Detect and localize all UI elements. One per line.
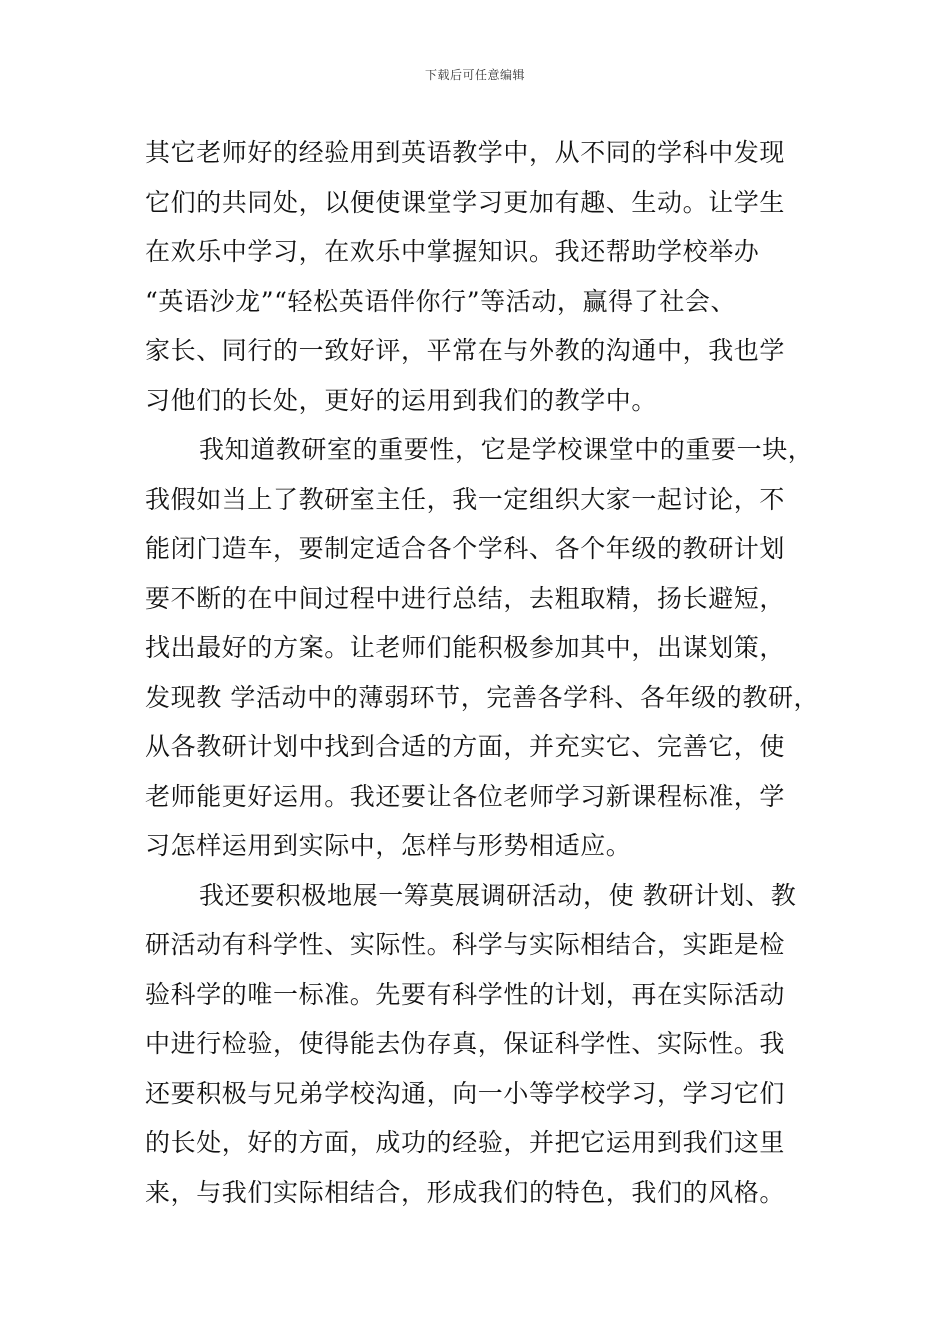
paragraph-2 — [145, 425, 825, 871]
text-line: 找出最好的方案。让老师们能积极参加其中，出谋划策， — [145, 633, 786, 662]
text-line: 发现教 学活动中的薄弱环节，完善各学科、各年级的教研， — [145, 682, 820, 712]
text-line: 我知道教研室的重要性，它是学校课堂中的重要一块， — [199, 435, 814, 464]
text-line: 从各教研计划中找到合适的方面，并充实它、完善它，使 — [145, 732, 786, 761]
text-line: 中进行检验，使得能去伪存真，保证科学性、实际性。我 — [145, 1029, 786, 1058]
text-line: 老师能更好运用。我还要让各位老师学习新课程标准，学 — [145, 781, 786, 811]
text-line: “英语沙龙”“轻松英语伴你行”等活动，赢得了社会、 — [145, 286, 737, 316]
paragraph-3 — [145, 871, 825, 1218]
text-line: 来，与我们实际相结合，形成我们的特色，我们的风格。 — [145, 1177, 786, 1207]
text-line: 它们的共同处，以便使课堂学习更加有趣、生动。让学生 — [145, 187, 786, 217]
text-line: 在欢乐中学习，在欢乐中掌握知识。我还帮助学校举办 — [145, 237, 760, 266]
text-line: 我还要积极地展一筹莫展调研活动，使 教研计划、教 — [199, 880, 797, 910]
text-line: 验科学的唯一标准。先要有科学性的计划，再在实际活动 — [145, 979, 786, 1009]
text-line: 能闭门造车，要制定适合各个学科、各个年级的教研计划 — [145, 534, 786, 563]
text-line: 习怎样运用到实际中，怎样与形势相适应。 — [145, 831, 632, 860]
document-body — [145, 128, 825, 1217]
text-line: 要不断的在中间过程中进行总结，去粗取精，扬长避短， — [145, 583, 786, 613]
text-line: 家长、同行的一致好评，平常在与外教的沟通中，我也学 — [145, 336, 786, 365]
text-line: 我假如当上了教研室主任，我一定组织大家一起讨论，不 — [145, 484, 786, 514]
text-line: 还要积极与兄弟学校沟通，向一小等学校学习，学习它们 — [145, 1078, 786, 1108]
text-line: 习他们的长处，更好的运用到我们的教学中。 — [145, 385, 658, 415]
page-header: 下载后可任意编辑 — [424, 68, 525, 82]
paragraph-1 — [145, 128, 825, 425]
text-line: 其它老师好的经验用到英语教学中，从不同的学科中发现 — [145, 138, 786, 167]
text-line: 的长处，好的方面，成功的经验，并把它运用到我们这里 — [145, 1128, 786, 1157]
text-line: 研活动有科学性、实际性。科学与实际相结合，实距是检 — [145, 930, 786, 959]
